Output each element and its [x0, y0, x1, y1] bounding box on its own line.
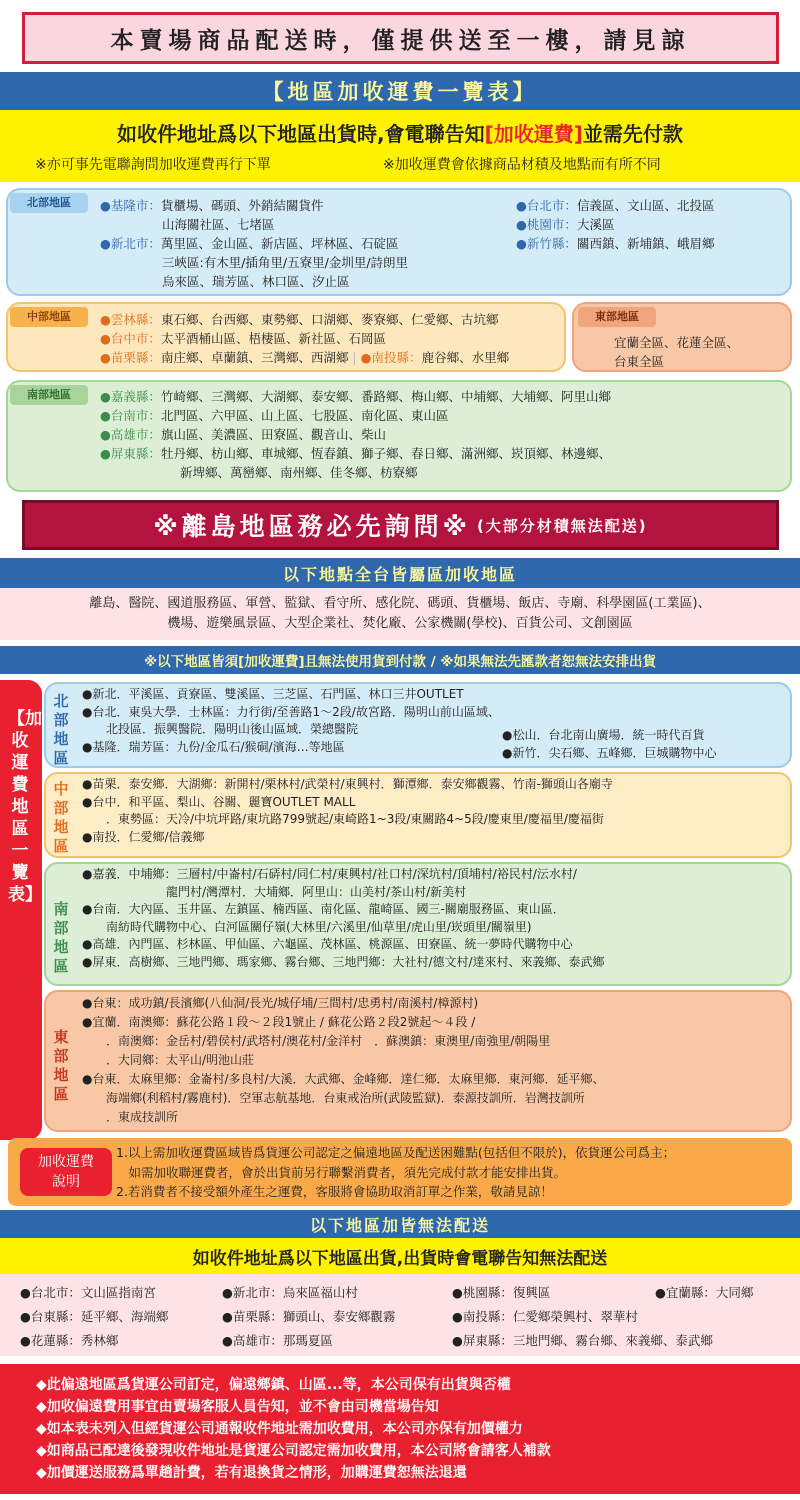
south-row: ●屏東縣：牡丹鄉、枋山鄉、車城鄉、恆春鎮、獅子鄉、春日鄉、滿洲鄉、崁頂鄉、林邊鄉、 [100, 446, 611, 461]
all-areas-line-1: 離島、醫院、國道服務區、軍營、監獄、看守所、感化院、碼頭、貨櫃場、飯店、寺廟、科學園區(工業區)、 [89, 596, 711, 611]
no-cod-south-row: ●高雄．內門區、杉林區、甲仙區、六龜區、茂林區、桃源區、田寮區、統一夢時代購物中心 [82, 937, 573, 951]
south-row: ●嘉義縣：竹崎鄉、三灣鄉、大湖鄉、泰安鄉、番路鄉、梅山鄉、中埔鄉、大埔鄉、阿里山鄉 [100, 389, 611, 404]
no-cod-east-row: ●宜蘭．南澳鄉：蘇花公路１段～２段1號止 / 蘇花公路２段2號起～４段 / [82, 1015, 476, 1029]
south-row: ●台南市：北門區、六甲區、山上區、七股區、南化區、東山區 [100, 408, 449, 423]
no-cod-east-row: 海端鄉(利稻村/霧鹿村)．空軍志航基地．台東戒治所(武陵監獄)．泰源技訓所．岩灣技訓所 [82, 1091, 585, 1105]
north-left-row: 山海關社區、七堵區 [162, 217, 275, 232]
warnings-list [36, 1374, 551, 1484]
no-delivery-item: ●宜蘭縣：大同鄉 [655, 1285, 754, 1300]
north-region-tag: 北部地區 [10, 193, 88, 213]
east-line-2: 台東全區 [614, 354, 665, 369]
no-delivery-item: ●台東縣：延平鄉、海端鄉 [20, 1309, 169, 1324]
south-region-tag: 南部地區 [10, 385, 88, 405]
no-cod-south-row: ●台南．大內區、玉井區、左鎮區、楠西區、南化區、龍崎區、國三-關廟服務區、東山區． [82, 902, 565, 916]
north-left-list [100, 196, 408, 291]
fee-note-line: 2.若消費者不接受額外產生之運費，客服將會協助取消訂單之作業，敬請見諒！ [116, 1184, 553, 1199]
fee-note-label-line-2: 說明 [52, 1174, 80, 1190]
no-cod-south-row: 龍門村/灣潭村．大埔鄉．阿里山：山美村/茶山村/新美村 [82, 884, 467, 899]
no-cod-north-row: ●台北．東吳大學．士林區：力行街/至善路1～2段/故宮路．陽明山前山區域、 [82, 704, 500, 719]
no-delivery-item: ●花蓮縣：秀林鄉 [20, 1333, 119, 1348]
warning-item: ◆加收偏遠費用事宜由賣場客服人員告知，並不會由司機當場告知 [36, 1399, 439, 1415]
east-region-tag: 東部地區 [578, 307, 656, 327]
islands-sub: (大部分材積無法配送) [476, 516, 648, 535]
no-delivery-item: ●苗栗縣：獅頭山、泰安鄉觀霧 [222, 1309, 396, 1324]
all-areas-line-2: 機場、遊樂風景區、大型企業社、焚化廠、公家機關(學校)、百貨公司、文創園區 [167, 616, 633, 631]
north-left-row: 烏來區、瑞芳區、林口區、汐止區 [162, 274, 350, 289]
central-list [100, 310, 509, 367]
no-delivery-item: ●新北市：烏來區福山村 [222, 1285, 358, 1300]
no-cod-north-right [502, 727, 716, 762]
north-left-row: ●新北市：萬里區、金山區、新店區、坪林區、石碇區 [100, 236, 399, 251]
no-delivery-subheader: 如收件地址爲以下地區出貨,出貨時會電聯告知無法配送 [0, 1238, 800, 1274]
no-cod-central-row: ．東勢區：天冷/中坑坪路/東坑路799號起/東崎路1~3段/東關路4~5段/慶東里/慶福里/慶福街 [82, 812, 604, 826]
no-cod-east-tag: 東部地區 [53, 1028, 69, 1103]
central-row: ●苗栗縣：南庄鄉、卓蘭鎮、三灣鄉、西湖鄉 | ●南投縣：鹿谷鄉、水里鄉 [100, 350, 510, 365]
no-cod-central-row: ●台中．和平區、梨山、谷關、麗寶OUTLET MALL [82, 794, 356, 809]
north-right-list [516, 196, 714, 253]
no-cod-east-row: ●台東．太麻里鄉：金崙村/多良村/大溪．大武鄉、金峰鄉．達仁鄉．太麻里鄉．東河鄉．延平鄉、 [82, 1072, 605, 1086]
surcharge-table-header: 【地區加收運費一覽表】 [0, 72, 800, 110]
all-areas-box [0, 588, 800, 640]
no-cod-central-row: ●苗栗．泰安鄉．大湖鄉：新開村/栗林村/武榮村/東興村．獅潭鄉．泰安鄉觀霧、竹南-獅頭山各廟寺 [82, 777, 613, 791]
central-row: ●台中市：太平酒桶山區、梧棲區、新社區、石岡區 [100, 331, 386, 346]
fee-note-label-line-1: 加收運費 [38, 1154, 94, 1170]
no-delivery-item: ●桃園縣：復興區 [452, 1285, 551, 1300]
central-row: ●雲林縣：東石鄉、台西鄉、東勢鄉、口湖鄉、麥寮鄉、仁愛鄉、古坑鄉 [100, 312, 499, 327]
no-cod-east-row: ．南澳鄉：金岳村/碧侯村/武塔村/澳花村/金洋村 ．蘇澳鎮：東澳里/南強里/朝陽里 [82, 1034, 551, 1048]
no-cod-east-row: ．大同鄉：太平山/明池山莊 [82, 1053, 255, 1067]
main-line-b: 並需先付款 [582, 122, 683, 146]
fee-note-label [20, 1148, 112, 1196]
no-delivery-header: 以下地區加皆無法配送 [0, 1210, 800, 1238]
no-cod-south-list [82, 866, 605, 971]
south-row: 新埤鄉、萬巒鄉、南州鄉、佳冬鄉、枋寮鄉 [180, 465, 418, 480]
no-cod-north-tag: 北部地區 [53, 692, 69, 767]
no-cod-central-list [82, 776, 613, 846]
no-delivery-item: ●屏東縣：三地門鄉、霧台鄉、來義鄉、泰武鄉 [452, 1333, 713, 1348]
no-cod-header: ※以下地區皆須[加收運費]且無法使用貨到付款 / ※如果無法先匯款者恕無法安排出貨 [0, 646, 800, 674]
north-right-row: ●台北市：信義區、文山區、北投區 [516, 198, 715, 213]
north-right-row: ●桃園市：大溪區 [516, 217, 615, 232]
no-cod-north-list [82, 686, 500, 756]
no-cod-south-row: 南紡時代購物中心、白河區關仔嶺(大林里/六溪里/仙草里/虎山里/崁頭里/關嶺里) [82, 919, 532, 934]
south-list [100, 387, 611, 482]
no-cod-east-list [82, 994, 605, 1127]
islands-main: ※離島地區務必先詢問※ [153, 512, 471, 541]
no-cod-north-row: ●新北．平溪區、貢寮區、雙溪區、三芝區、石門區、林口三井OUTLET [82, 687, 464, 701]
main-line-highlight: [加收運費] [484, 122, 583, 146]
surcharge-note-1: ※亦可事先電聯詢問加收運費再行下單 [35, 157, 271, 173]
warning-item: ◆加價運送服務爲單趟計費，若有退換貨之情形，加購運費恕無法退還 [36, 1465, 467, 1481]
no-cod-north-right-row: ●松山．台北南山廣場．統一時代百貨 [502, 728, 705, 742]
no-cod-central-tag: 中部地區 [53, 780, 69, 855]
north-right-row: ●新竹縣：關西鎮、新埔鎮、峨眉鄉 [516, 236, 715, 251]
surcharge-intro-box [0, 110, 800, 182]
no-cod-north-row: ●基隆．瑞芳區：九份/金瓜石/猴硐/濱海…等地區 [82, 739, 345, 754]
no-cod-east-row: ．東成技訓所 [82, 1110, 179, 1124]
no-cod-south-tag: 南部地區 [53, 900, 69, 975]
no-cod-south-row: ●屏東．高樹鄉、三地門鄉、瑪家鄉、霧台鄉、三地門鄉：大社村/德文村/達來村、來義鄉、泰武鄉 [82, 954, 605, 969]
islands-banner [22, 500, 779, 550]
no-cod-east-row: ●台東：成功鎮/長濱鄉(八仙洞/長光/城仔埔/三間村/忠勇村/南溪村/樟源村) [82, 996, 479, 1010]
no-cod-north-right-row: ●新竹．尖石鄉、五峰鄉．巨城購物中心 [502, 745, 717, 760]
north-left-row: ●基隆市：貨櫃場、碼頭、外銷結關貨件 [100, 198, 324, 213]
surcharge-note-2: ※加收運費會依據商品材積及地點而有所不同 [383, 157, 661, 173]
east-line-1: 宜蘭全區、花蓮全區、 [614, 335, 740, 350]
north-left-row: 三峽區:有木里/插角里/五寮里/金圳里/詩朗里 [162, 255, 409, 270]
south-row: ●高雄市：旗山區、美濃區、田寮區、觀音山、柴山 [100, 427, 386, 442]
no-delivery-item: ●高雄市：那瑪夏區 [222, 1333, 333, 1348]
all-areas-header: 以下地點全台皆屬區加收地區 [0, 558, 800, 588]
top-notice: 本賣場商品配送時，僅提供送至一樓，請見諒 [22, 12, 779, 64]
main-line-a: 如收件地址爲以下地區出貨時,會電聯告知 [117, 122, 485, 146]
no-delivery-item: ●台北市：文山區指南宮 [20, 1285, 156, 1300]
surcharge-main-line [0, 118, 800, 147]
no-cod-north-row: 北投區．振興醫院．陽明山後山區域．榮總醫院 [82, 722, 359, 736]
no-cod-central-row: ●南投．仁愛鄉/信義鄉 [82, 829, 205, 844]
warning-item: ◆如商品已配達後發現收件地址是貨運公司認定需加收費用，本公司將會請客人補款 [36, 1443, 551, 1459]
fee-note-lines [116, 1143, 675, 1202]
warning-item: ◆此偏遠地區爲貨運公司訂定，偏遠鄉鎮、山區...等，本公司保有出貨與否權 [36, 1377, 511, 1393]
central-region-tag: 中部地區 [10, 307, 88, 327]
fee-note-line: 如需加收聯運費者，會於出貨前另行聯繫消費者，須先完成付款才能安排出貨。 [116, 1164, 567, 1180]
no-cod-south-row: ●嘉義．中埔鄉：三層村/中崙村/石硦村/同仁村/東興村/社口村/深坑村/頂埔村/裕民村/沄水村/ [82, 867, 577, 881]
fee-note-line: 1.以上需加收運費區域皆爲貨運公司認定之偏遠地區及配送困難點(包括但不限於)，依貨運公司爲主； [116, 1145, 676, 1160]
no-cod-side-label: 【加收運費地區一覽表】 [8, 709, 42, 905]
warning-item: ◆如本表未列入但經貨運公司通報收件地址需加收費用，本公司亦保有加價權力 [36, 1421, 523, 1437]
no-delivery-item: ●南投縣：仁愛鄉榮興村、翠華村 [452, 1309, 638, 1324]
